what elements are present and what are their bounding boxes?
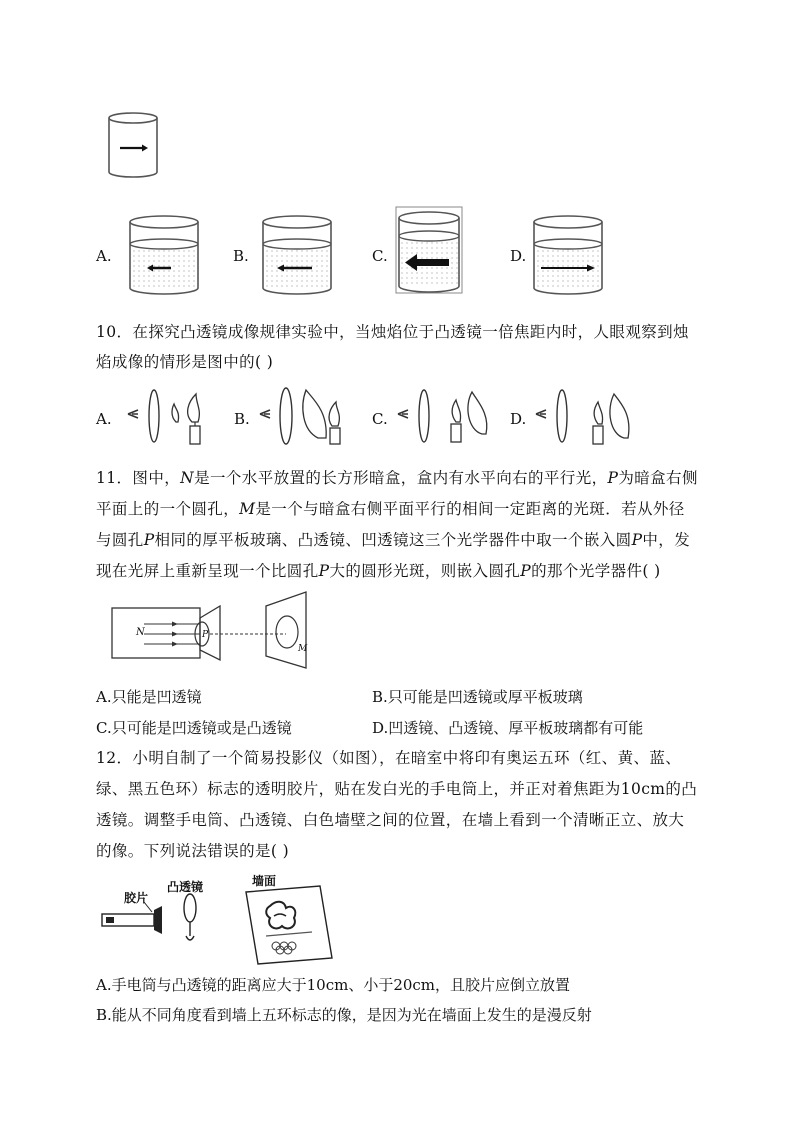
cylinder-option-c-figure — [395, 206, 463, 296]
q10-option-b-label: B. — [234, 410, 250, 428]
q11-option-c: C.只可能是凹透镜或是凸透镜 — [96, 719, 292, 737]
lens-candle-option-b-figure — [256, 386, 348, 448]
q9-option-c-label: C. — [372, 247, 388, 265]
figure-label-m: M — [298, 644, 308, 654]
cylinder-option-a-figure — [127, 214, 201, 296]
cylinder-option-d-figure — [531, 214, 605, 296]
q10-text-line-2: 焰成像的情形是图中的( ) — [96, 353, 274, 371]
q11-option-a: A.只能是凹透镜 — [96, 688, 202, 706]
q12-text-line-4: 的像。下列说法错误的是( ) — [96, 842, 290, 860]
lens-candle-option-d-figure — [532, 386, 632, 448]
q9-option-b-label: B. — [233, 247, 249, 265]
projector-figure — [100, 870, 340, 966]
q10-option-d-label: D. — [510, 410, 527, 428]
figure-label-wall: 墙面 — [252, 874, 277, 888]
figure-label-n: N — [136, 627, 145, 638]
figure-label-film: 胶片 — [124, 891, 149, 905]
q10-option-c-label: C. — [372, 410, 388, 428]
q12-option-b: B.能从不同角度看到墙上五环标志的像，是因为光在墙面上发生的是漫反射 — [96, 1006, 592, 1024]
lens-candle-option-c-figure — [394, 386, 490, 448]
figure-label-p: P — [202, 630, 209, 640]
q11-text-line-3: 与圆孔P相同的厚平板玻璃、凸透镜、凹透镜这三个光学器件中取一个嵌入圆P中，发 — [96, 531, 691, 549]
q12-text-line-3: 透镜。调整手电筒、凸透镜、白色墙壁之间的位置，在墙上看到一个清晰正立、放大 — [96, 811, 685, 829]
q11-option-b: B.只可能是凹透镜或厚平板玻璃 — [372, 688, 583, 706]
q11-option-d: D.凹透镜、凸透镜、厚平板玻璃都有可能 — [372, 719, 644, 737]
q9-option-d-label: D. — [510, 247, 527, 265]
q11-text-line-4: 现在光屏上重新呈现一个比圆孔P大的圆形光斑，则嵌入圆孔P的那个光学器件( ) — [96, 562, 661, 580]
q12-option-a: A.手电筒与凸透镜的距离应大于10cm、小于20cm，且胶片应倒立放置 — [96, 976, 571, 994]
q10-option-a-label: A. — [96, 410, 112, 428]
q11-text-line-2: 平面上的一个圆孔，M是一个与暗盒右侧平面平行的相间一定距离的光斑．若从外径 — [96, 500, 685, 518]
lens-candle-option-a-figure — [124, 386, 210, 448]
cylinder-option-b-figure — [260, 214, 334, 296]
cylinder-original-figure — [106, 112, 160, 178]
q12-text-line-2: 绿、黑五色环）标志的透明胶片，贴在发白光的手电筒上，并正对着焦距为10cm的凸 — [96, 780, 698, 798]
q9-option-a-label: A. — [96, 247, 112, 265]
q11-text-line-1: 11．图中，N是一个水平放置的长方形暗盒，盒内有水平向右的平行光，P为暗盒右侧 — [96, 469, 698, 487]
q12-text-line-1: 12．小明自制了一个简易投影仪（如图），在暗室中将印有奥运五环（红、黄、蓝、 — [96, 749, 682, 767]
q10-text-line-1: 10．在探究凸透镜成像规律实验中，当烛焰位于凸透镜一倍焦距内时，人眼观察到烛 — [96, 323, 689, 341]
figure-label-lens: 凸透镜 — [167, 880, 204, 894]
